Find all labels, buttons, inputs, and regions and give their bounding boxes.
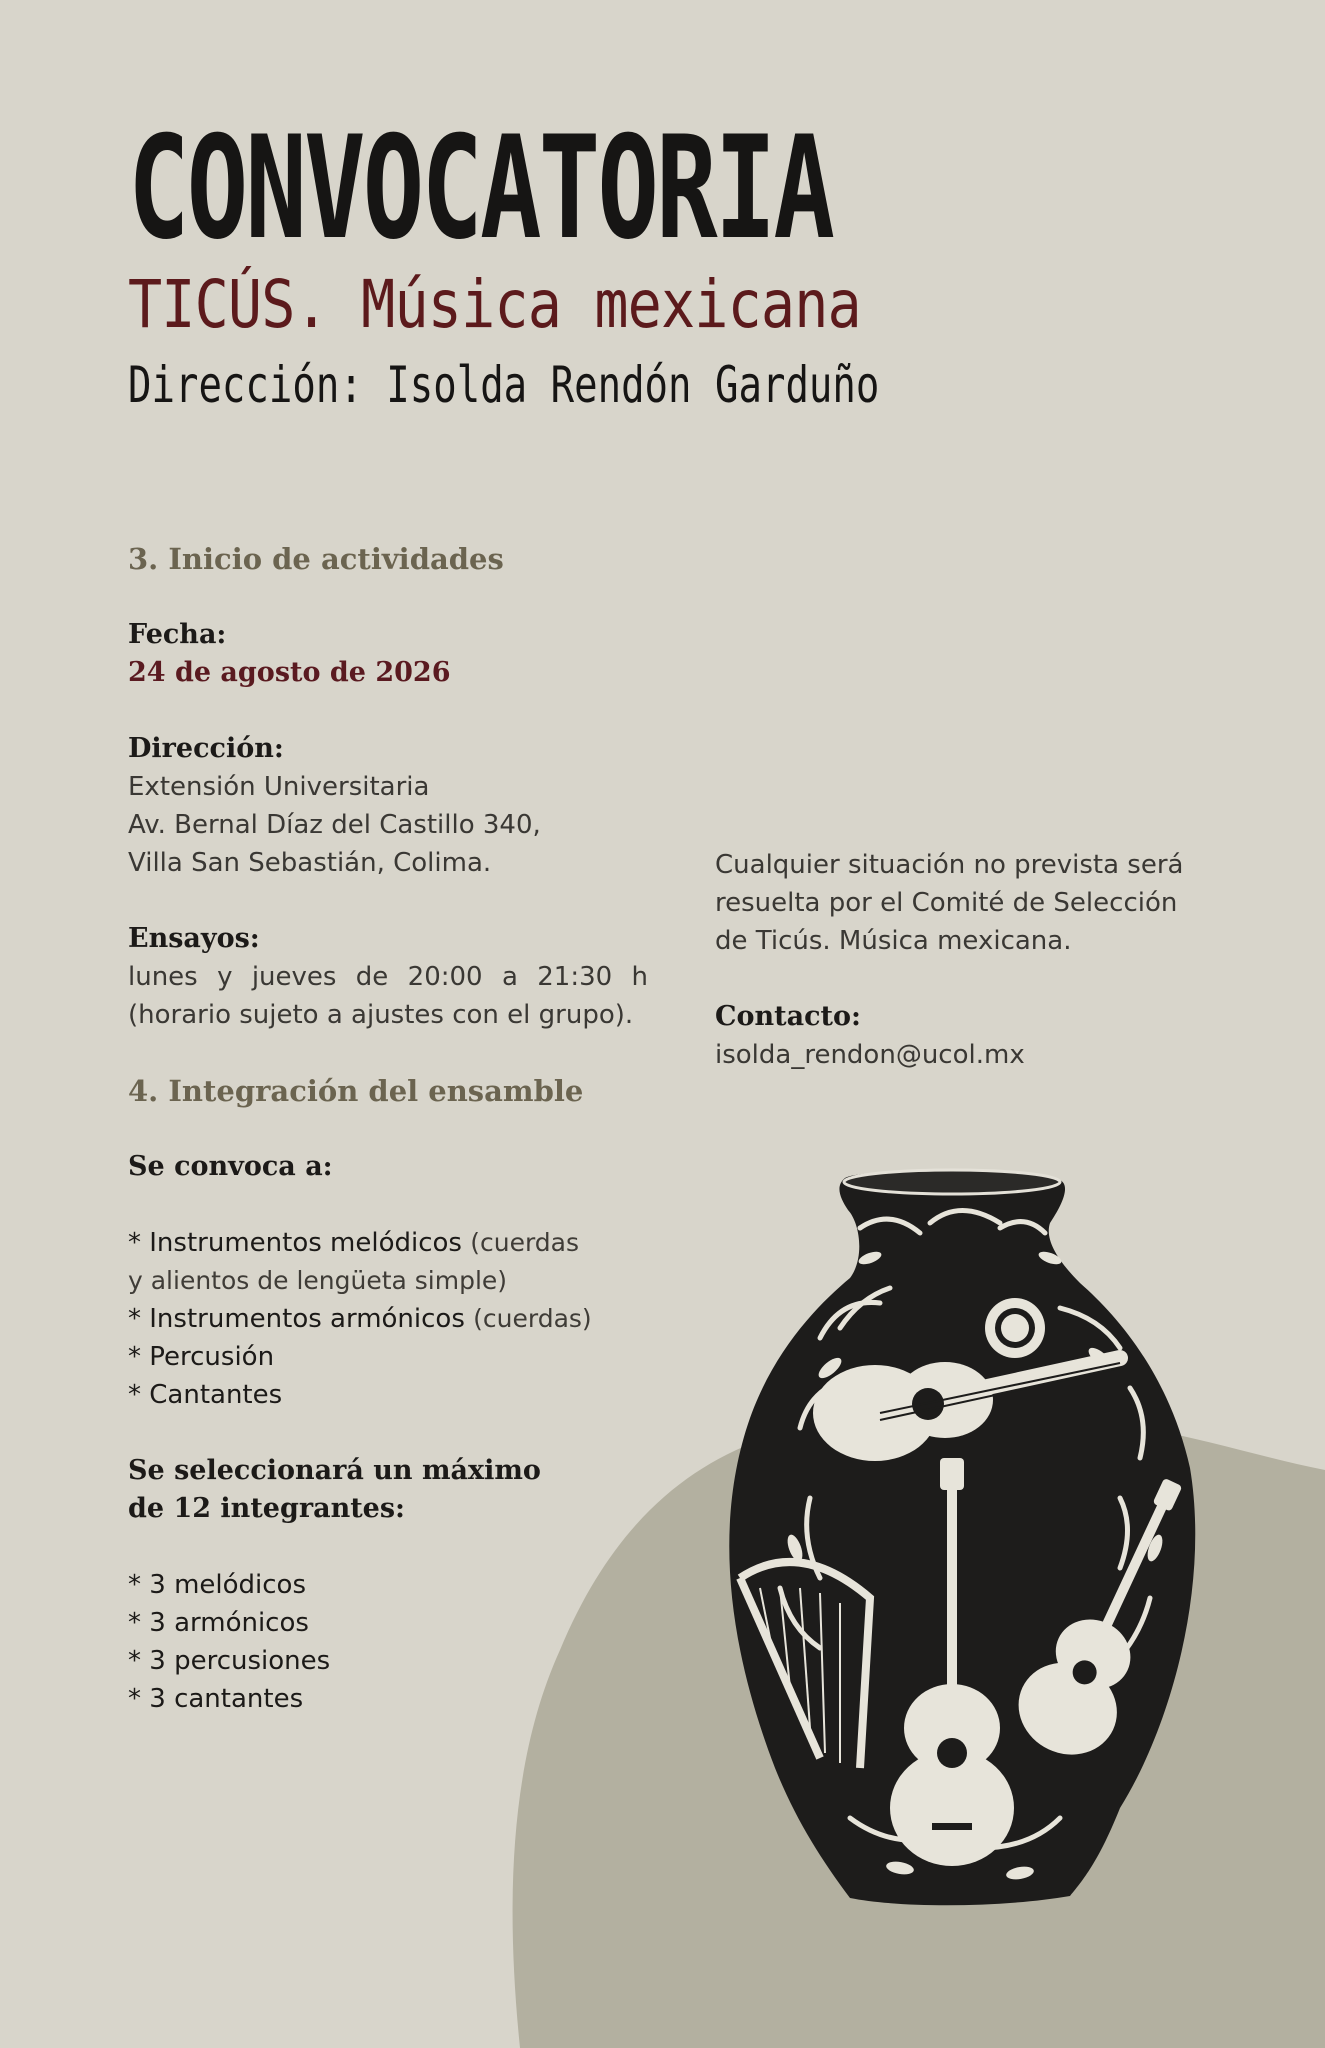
left-column	[128, 540, 648, 1718]
list-item: * 3 percusiones	[128, 1646, 331, 1676]
note-line: Cualquier situación no prevista será	[715, 850, 1184, 880]
director-line: Dirección: Isolda Rendón Garduño	[128, 356, 880, 414]
note-line: resuelta por el Comité de Selección	[715, 888, 1178, 918]
list-item: * 3 melódicos	[128, 1570, 307, 1600]
note-line: de Ticús. Música mexicana.	[715, 926, 1072, 956]
seleccion-heading: Se seleccionará un máximo	[128, 1455, 541, 1486]
list-item: y alientos de lengüeta simple)	[128, 1266, 508, 1295]
direccion-line: Av. Bernal Díaz del Castillo 340,	[128, 810, 541, 840]
page-title: CONVOCATORIA	[128, 106, 833, 271]
fecha-value: 24 de agosto de 2026	[128, 657, 451, 688]
list-item: * Cantantes	[128, 1380, 283, 1410]
fecha-label: Fecha:	[128, 619, 227, 650]
ensayos-label: Ensayos:	[128, 923, 260, 954]
right-column	[715, 846, 1185, 1074]
direccion-line: Villa San Sebastián, Colima.	[128, 848, 492, 878]
list-item: * Instrumentos armónicos (cuerdas)	[128, 1304, 592, 1334]
ensayos-note: (horario sujeto a ajustes con el grupo).	[128, 1000, 634, 1030]
list-item: * 3 armónicos	[128, 1608, 309, 1638]
vase-with-instruments-icon	[700, 1168, 1200, 1918]
ensemble-subtitle: TICÚS. Música mexicana	[128, 266, 861, 343]
convoca-label: Se convoca a:	[128, 1151, 333, 1182]
direccion-label: Dirección:	[128, 733, 284, 764]
direccion-line: Extensión Universitaria	[128, 772, 430, 802]
list-item: * Instrumentos melódicos (cuerdas	[128, 1228, 580, 1258]
list-item: * Percusión	[128, 1342, 275, 1372]
contact-email[interactable]: isolda_rendon@ucol.mx	[715, 1040, 1025, 1070]
section-4-heading: 4. Integración del ensamble	[128, 1074, 584, 1108]
list-item: * 3 cantantes	[128, 1684, 304, 1714]
contacto-label: Contacto:	[715, 1001, 861, 1032]
seleccion-heading: de 12 integrantes:	[128, 1493, 406, 1524]
ensayos-schedule: lunes y jueves de 20:00 a 21:30 h	[128, 962, 648, 992]
section-3-heading: 3. Inicio de actividades	[128, 542, 504, 576]
